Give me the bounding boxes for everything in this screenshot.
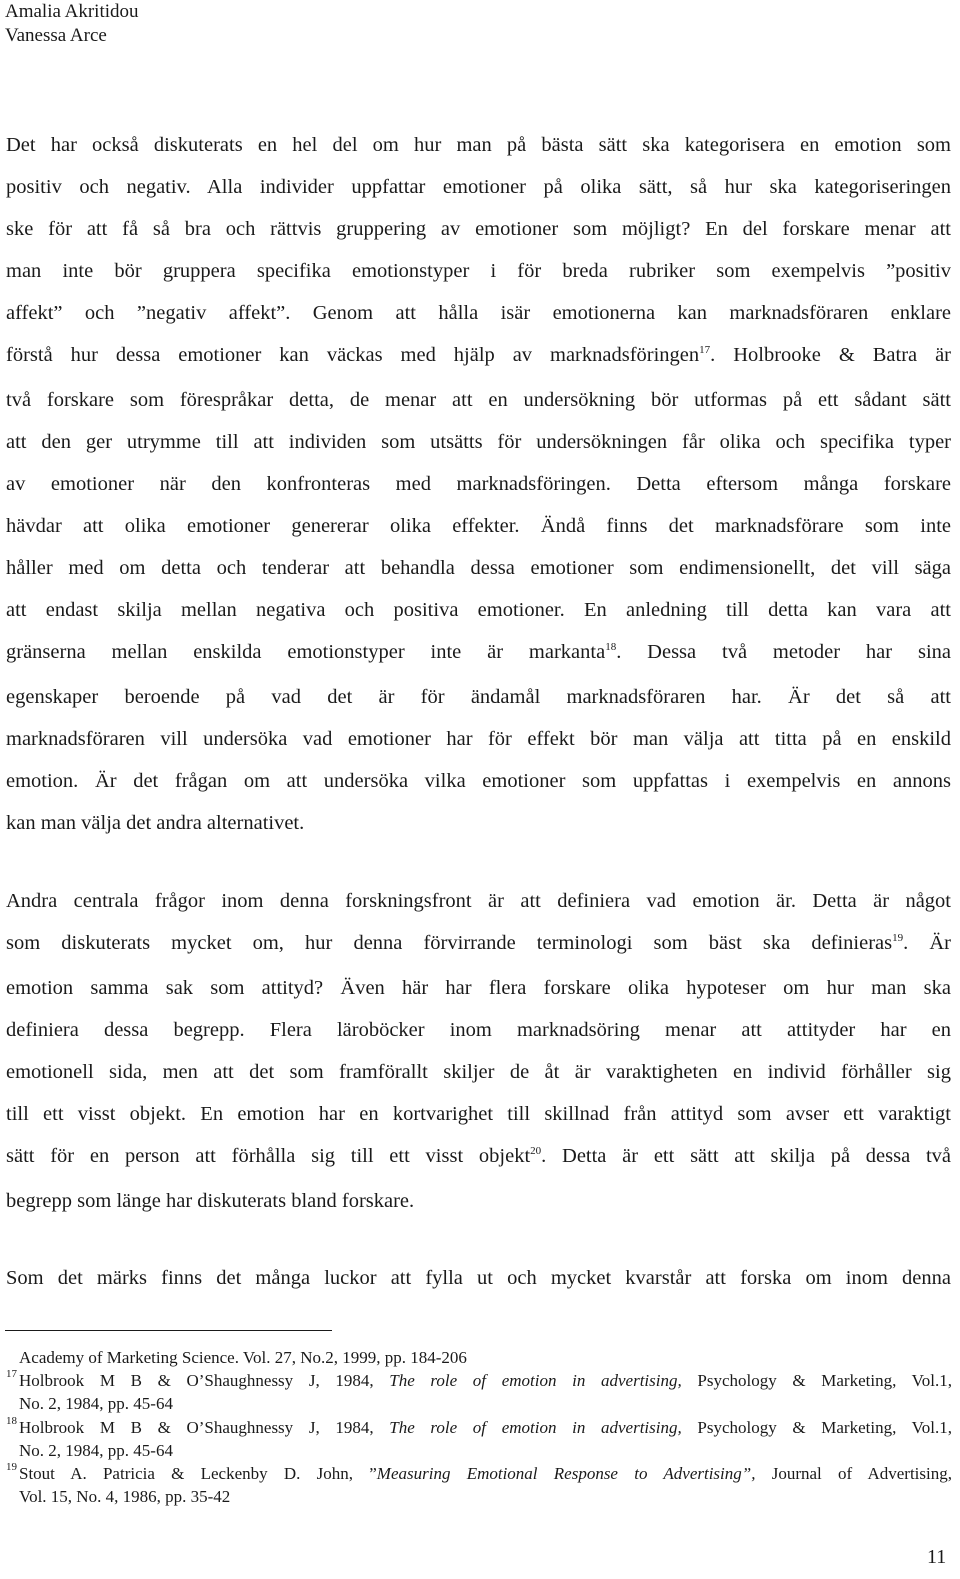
text-segment: som diskuterats mycket om, hur denna förvirrande terminologi som bäst ska definieras xyxy=(6,932,893,954)
text-line: egenskaper beroende på vad det är för ändamål marknadsföraren har. Är det så att xyxy=(6,686,951,708)
footnote-continued xyxy=(6,1346,952,1369)
text-segment: sätt för en person att förhålla sig till ett visst objekt xyxy=(6,1145,531,1167)
page-number: 11 xyxy=(927,1546,947,1568)
author-name: Vanessa Arce xyxy=(5,25,107,46)
text-segment: gränserna mellan enskilda emotionstyper inte är markanta xyxy=(6,641,606,663)
text-line: håller med om detta och tenderar att behandla dessa emotioner som endimensionellt, det vill säga xyxy=(6,557,951,579)
footnote-number: 17 xyxy=(6,1368,17,1381)
text-line xyxy=(6,334,951,379)
text-line: Det har också diskuterats en hel del om hur man på bästa sätt ska kategorisera en emotion som xyxy=(6,134,951,156)
text-segment: . Dessa två metoder har sina xyxy=(616,641,951,663)
text-line: till ett visst objekt. En emotion har en kortvarighet till skillnad från attityd som avser ett varaktigt xyxy=(6,1103,951,1125)
footnote-text-segment: Holbrook M B & O’Shaughnessy J, 1984, xyxy=(19,1371,390,1391)
text-line: affekt” och ”negativ affekt”. Genom att hålla isär emotionerna kan marknadsföraren enklare xyxy=(6,302,951,324)
text-line: positiv och negativ. Alla individer uppfattar emotioner på olika sätt, så hur ska kategoriseringen xyxy=(6,176,951,198)
text-line: två forskare som förespråkar detta, de menar att en undersökning bör utformas på ett sådant sätt xyxy=(6,389,951,411)
footnote-text-segment: Stout A. Patricia & Leckenby D. John, ” xyxy=(19,1464,377,1484)
text-line: av emotioner när den konfronteras med marknadsföringen. Detta eftersom många forskare xyxy=(6,473,951,495)
paragraph xyxy=(6,880,951,1222)
footnote-19 xyxy=(6,1462,952,1508)
text-line: emotion. Är det frågan om att undersöka vilka emotioner som uppfattas i exempelvis en annons xyxy=(6,770,951,792)
text-line: kan man välja det andra alternativet. xyxy=(6,812,305,834)
text-line: Som det märks finns det många luckor att fylla ut och mycket kvarstår att forska om inom denna xyxy=(6,1267,951,1289)
footnote-text-segment: Psychology & Marketing, Vol.1, xyxy=(681,1417,952,1437)
text-line xyxy=(6,631,951,676)
footnotes xyxy=(6,1346,952,1508)
footnote-ref: 18 xyxy=(605,641,617,653)
footnote-title: The role of emotion in advertising, xyxy=(389,1371,682,1391)
footnote-text: No. 2, 1984, pp. 45-64 xyxy=(19,1394,173,1414)
footnote-text: No. 2, 1984, pp. 45-64 xyxy=(19,1440,173,1460)
text-line: hävdar att olika emotioner genererar olika effekter. Ändå finns det marknadsförare som inte xyxy=(6,515,951,537)
footnote-text-segment: Journal of Advertising, xyxy=(755,1464,952,1484)
text-segment: . Detta är ett sätt att skilja på dessa två xyxy=(541,1145,951,1167)
footnote-text-segment: Holbrook M B & O’Shaughnessy J, 1984, xyxy=(19,1417,390,1437)
footnote-text xyxy=(19,1462,952,1485)
text-line: begrepp som länge har diskuterats bland forskare. xyxy=(6,1190,415,1212)
text-segment: . Är xyxy=(903,932,951,954)
text-segment: . Holbrooke & Batra är xyxy=(710,344,951,366)
footnote-number: 19 xyxy=(6,1461,17,1474)
footnote-title: The role of emotion in advertising, xyxy=(389,1417,682,1437)
footnote-title: Measuring Emotional Response to Advertising”, xyxy=(376,1464,756,1484)
footnote-ref: 20 xyxy=(530,1145,542,1157)
text-line: emotionell sida, men att det som framförallt skiljer de åt är varaktigheten en individ förhåller sig xyxy=(6,1061,951,1083)
paragraph xyxy=(6,1257,951,1299)
footnote-ref: 19 xyxy=(892,932,904,944)
text-line: definiera dessa begrepp. Flera läroböcker inom marknadsöring menar att attityder har en xyxy=(6,1019,951,1041)
footnote-text: Academy of Marketing Science. Vol. 27, No.2, 1999, pp. 184-206 xyxy=(19,1348,467,1367)
paragraph xyxy=(6,124,951,844)
text-line: ske för att få så bra och rättvis gruppering av emotioner som möjligt? En del forskare menar att xyxy=(6,218,951,240)
text-line: Andra centrala frågor inom denna forskningsfront är att definiera vad emotion är. Detta är något xyxy=(6,890,951,912)
footnote-text: Vol. 15, No. 4, 1986, pp. 35-42 xyxy=(19,1487,231,1507)
text-line: att endast skilja mellan negativa och positiva emotioner. En anledning till detta kan vara att xyxy=(6,599,951,621)
footnote-number: 18 xyxy=(6,1414,17,1427)
text-line xyxy=(6,1135,951,1180)
text-line: att den ger utrymme till att individen som utsätts för undersökningen får olika och specifika typer xyxy=(6,431,951,453)
footnote-text xyxy=(19,1369,952,1392)
footnote-ref: 17 xyxy=(699,344,711,356)
page-header xyxy=(5,0,139,48)
footnote-text xyxy=(19,1416,952,1439)
footnote-text-segment: Psychology & Marketing, Vol.1, xyxy=(681,1371,952,1391)
footnote-separator xyxy=(5,1330,332,1331)
text-segment: förstå hur dessa emotioner kan väckas med hjälp av marknadsföringen xyxy=(6,344,700,366)
text-line: marknadsföraren vill undersöka vad emotioner har för effekt bör man välja att titta på en enskild xyxy=(6,728,951,750)
text-line xyxy=(6,922,951,967)
author-name: Amalia Akritidou xyxy=(5,1,139,22)
footnote-18 xyxy=(6,1416,952,1462)
text-line: emotion samma sak som attityd? Även här har flera forskare olika hypoteser om hur man ska xyxy=(6,977,951,999)
footnote-17 xyxy=(6,1369,952,1415)
text-line: man inte bör gruppera specifika emotionstyper i för breda rubriker som exempelvis ”positiv xyxy=(6,260,951,282)
